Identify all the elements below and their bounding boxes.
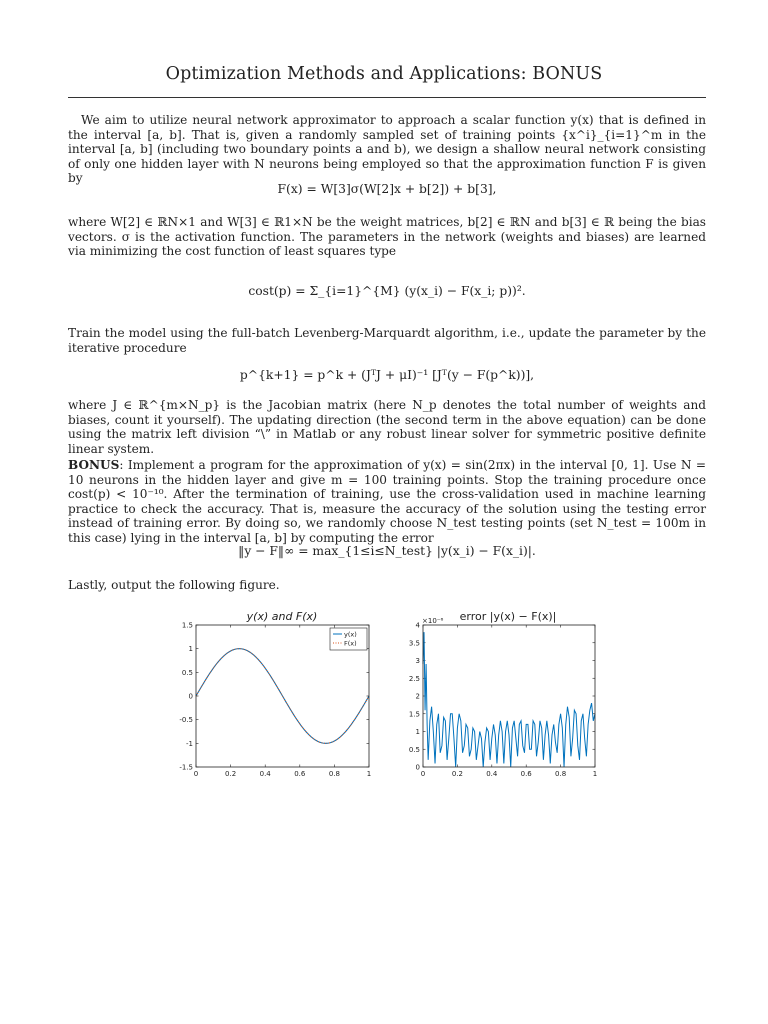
bonus-paragraph: BONUS: Implement a program for the approximation of y(x) = sin(2πx) in the interval [0, 1]. Use N = 10 neurons in the hidden layer and give m = 100 training points. Stop the training procedure once cost(p) < 10⁻¹⁰. After the termination of training, use the cross-validation used in machine learning practice to check the accuracy. That is, measure the accuracy of the solution using the testing error instead of training error. By doing so, we randomly choose N_test testing points (set N_test = 100m in this case) lying in the interval [a, b] by computing the error	[68, 458, 706, 545]
y-tick-label: 3	[415, 657, 420, 665]
y-tick-label: -1.5	[179, 763, 193, 772]
y-tick-label: 1.5	[408, 710, 420, 719]
x-tick-label: 0.4	[259, 770, 271, 778]
series-line-fx	[196, 649, 369, 744]
axis-exponent-label: ×10⁻⁶	[422, 617, 444, 625]
x-tick-label: 0.2	[451, 770, 463, 778]
lm-update-equation: p^{k+1} = p^k + (JᵀJ + μI)⁻¹ [Jᵀ(y − F(p^k))],	[239, 368, 535, 382]
x-tick-label: 1	[366, 770, 372, 778]
intro-paragraph: We aim to utilize neural network approximator to approach a scalar function y(x) that is defined in the interval [a, b]. That is, given a randomly sampled set of training points {x^i}_{i=1}^m in the interval [a, b] (including two boundary points a and b), we design a shallow neural network consisting of only one hidden layer with N neurons being employed so that the approximation function F is given by	[68, 113, 706, 186]
y-tick-label: 3.5	[408, 639, 420, 648]
title-rule	[68, 97, 706, 98]
y-tick-label: 1.5	[181, 621, 193, 630]
y-tick-label: 0	[415, 763, 420, 772]
y-tick-label: 2.5	[408, 674, 420, 683]
page-title: Optimization Methods and Applications: BONUS	[165, 64, 603, 84]
y-tick-label: 1	[415, 728, 420, 736]
y-tick-label: 0.5	[408, 745, 420, 754]
y-tick-label: -1	[186, 739, 193, 748]
x-tick-label: 0	[193, 770, 199, 778]
closing-paragraph: Lastly, output the following figure.	[68, 578, 280, 592]
legend-label-y: y(x)	[344, 630, 357, 639]
chart-y-and-F	[172, 608, 377, 780]
plot-area-frame	[423, 625, 595, 767]
chart-error	[402, 608, 607, 780]
x-tick-label: 1	[592, 770, 598, 778]
legend-label-F: F(x)	[344, 639, 357, 648]
x-tick-label: 0.8	[328, 770, 340, 778]
chart-title: y(x) and F(x)	[246, 610, 318, 623]
x-tick-label: 0.4	[486, 770, 498, 778]
y-tick-label: 0.5	[181, 668, 193, 677]
x-tick-label: 0.6	[294, 770, 306, 778]
series-line-error	[423, 632, 595, 767]
chart-title: error |y(x) − F(x)|	[459, 610, 557, 623]
training-paragraph: Train the model using the full-batch Levenberg-Marquardt algorithm, i.e., update the parameter by the iterative procedure	[68, 326, 706, 355]
x-tick-label: 0.2	[225, 770, 237, 778]
cost-equation: cost(p) = Σ_{i=1}^{M} (y(x_i) − F(x_i; p))².	[248, 284, 526, 298]
chart-legend	[330, 628, 367, 650]
bonus-label: BONUS	[68, 458, 120, 472]
x-tick-label: 0.8	[555, 770, 567, 778]
jacobian-paragraph: where J ∈ ℝ^{m×N_p} is the Jacobian matrix (here N_p denotes the total number of weights and biases, count it yourself). The updating direction (the second term in the above equation) can be done using the matrix left division “\” in Matlab or any robust linear solver for symmetric positive definite linear system.	[68, 398, 706, 456]
x-tick-label: 0	[420, 770, 426, 778]
error-norm-equation: ‖y − F‖∞ = max_{1≤i≤N_test} |y(x_i) − F(x_i)|.	[238, 544, 536, 558]
y-tick-label: 1	[188, 645, 193, 654]
y-tick-label: 4	[415, 621, 420, 630]
network-equation: F(x) = W[3]σ(W[2]x + b[2]) + b[3],	[277, 182, 497, 196]
x-tick-label: 0.6	[520, 770, 532, 778]
bonus-text: Implement a program for the approximation of y(x) = sin(2πx) in the interval [0, 1]. Use N = 10 neurons in the hidden layer and give m = 100 training points. Stop the training procedure once cost(p) < 10⁻¹⁰. After the termination of training, use the cross-validation used in machine learning practice to check the accuracy. That is, measure the accuracy of the solution using the testing error instead of training error. By doing so, we randomly choose N_test testing points (set N_test = 100m in this case) lying in the interval [a, b] by computing the error	[68, 458, 706, 545]
weights-paragraph: where W[2] ∈ ℝN×1 and W[3] ∈ ℝ1×N be the weight matrices, b[2] ∈ ℝN and b[3] ∈ ℝ being the bias vectors. σ is the activation function. The parameters in the network (weights and biases) are learned via minimizing the cost function of least squares type	[68, 215, 706, 259]
y-tick-label: 2	[415, 692, 420, 701]
y-tick-label: 0	[188, 692, 193, 701]
y-tick-label: -0.5	[179, 716, 193, 725]
